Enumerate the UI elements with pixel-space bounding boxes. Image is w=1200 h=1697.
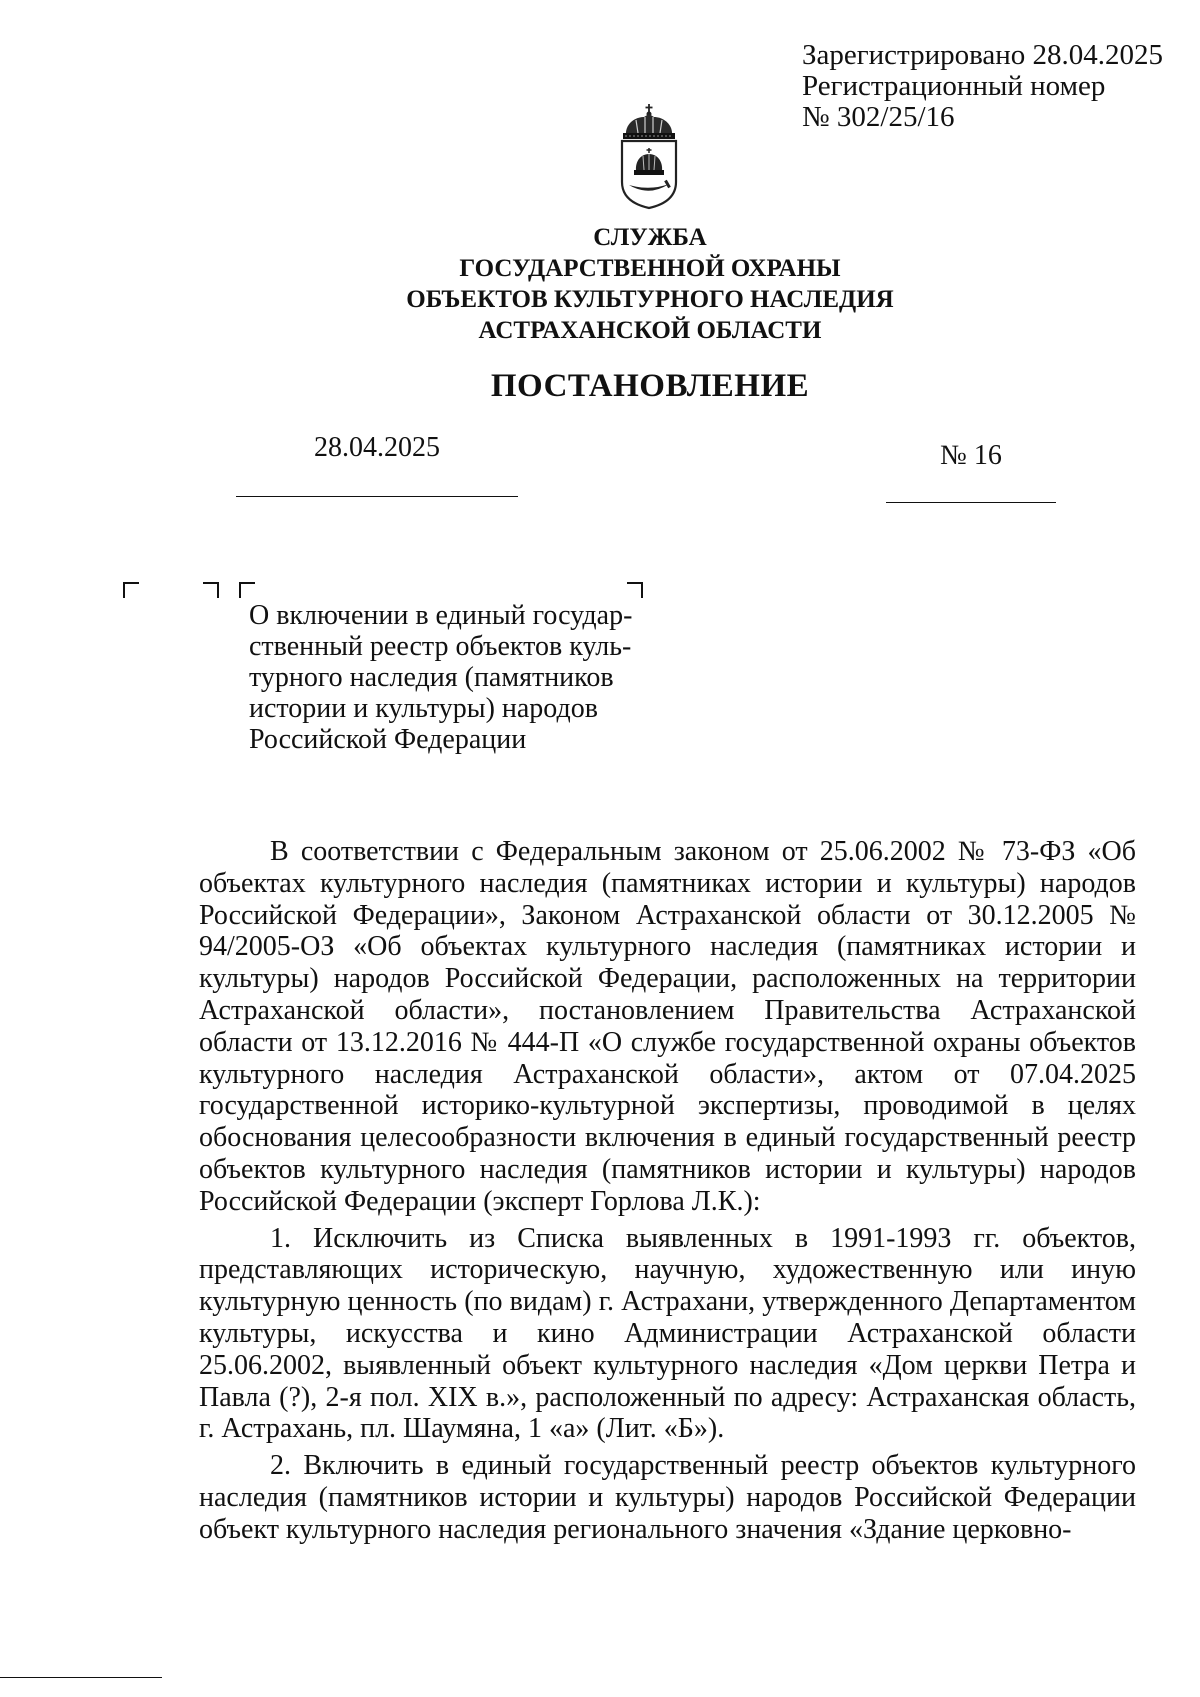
number-underline <box>886 502 1056 503</box>
preamble-paragraph: В соответствии с Федеральным законом от 25.06.2002 № 73-ФЗ «Об объектах культурного наследия (памятниках истории и культуры) народов Российской Федерации», Законом Астраханской области от 30.12.2005 № 94/2005-ОЗ «Об объектах культурного наследия (памятниках истории и культуры) народов Российской Федерации, расположенных на территории Астраханской области», постановлением Правительства Астраханской области от 13.12.2016 № 444-П «О службе государственной охраны объектов культурного наследия Астраханской области», актом от 07.04.2025 государственной историко-культурной экспертизы, проводимой в целях обоснования целесообразности включения в единый государственный реестр объектов культурного наследия (памятников истории и культуры) народов Российской Федерации (эксперт Горлова Л.К.): <box>199 836 1136 1217</box>
registration-number: № 302/25/16 <box>802 101 955 133</box>
agency-name-line: ОБЪЕКТОВ КУЛЬТУРНОГО НАСЛЕДИЯ <box>406 286 894 313</box>
subject-line: турного наследия (памятников <box>249 662 614 693</box>
resolution-item-2: 2. Включить в единый государственный реестр объектов культурного наследия (памятников истории и культуры) народов Российской Федерации объект культурного наследия регионального значения «Здание церковно- <box>199 1450 1136 1545</box>
registration-number-label: Регистрационный номер <box>802 70 1106 102</box>
document-number: № 16 <box>940 440 1002 471</box>
subject-heading <box>249 600 649 755</box>
subject-line: ственный реестр объектов куль- <box>249 631 632 662</box>
agency-name-line: ГОСУДАРСТВЕННОЙ ОХРАНЫ <box>459 255 841 282</box>
registration-stamp <box>802 40 1163 133</box>
registration-date: Зарегистрировано 28.04.2025 <box>802 39 1164 71</box>
footnote-rule <box>0 1677 162 1678</box>
agency-name <box>300 222 1000 346</box>
subject-line: Российской Федерации <box>249 724 527 755</box>
document-title: ПОСТАНОВЛЕНИЕ <box>490 368 810 404</box>
subject-line: истории и культуры) народов <box>249 693 598 724</box>
subject-line: О включении в единый государ- <box>249 600 633 631</box>
coat-of-arms-icon <box>612 104 686 212</box>
address-bracket-corner <box>123 582 139 598</box>
resolution-item-1: 1. Исключить из Списка выявленных в 1991-1993 гг. объектов, представляющих историческую, научную, художественную или иную культурную ценность (по видам) г. Астрахани, утвержденного Департаментом культуры, искусства и кино Администрации Астраханской области 25.06.2002, выявленный объект культурного наследия «Дом церкви Петра и Павла (?), 2-я пол. XIX в.», расположенный по адресу: Астраханская область, г. Астрахань, пл. Шаумяна, 1 «а» (Лит. «Б»). <box>199 1222 1136 1445</box>
address-bracket-corner <box>203 582 219 598</box>
resolution-body <box>199 836 1136 1551</box>
subject-bracket-corner <box>627 582 643 598</box>
agency-name-line: АСТРАХАНСКОЙ ОБЛАСТИ <box>478 317 822 344</box>
subject-bracket-corner <box>239 582 255 598</box>
date-underline <box>236 496 518 497</box>
document-date: 28.04.2025 <box>314 432 440 463</box>
agency-name-line: СЛУЖБА <box>593 224 707 251</box>
